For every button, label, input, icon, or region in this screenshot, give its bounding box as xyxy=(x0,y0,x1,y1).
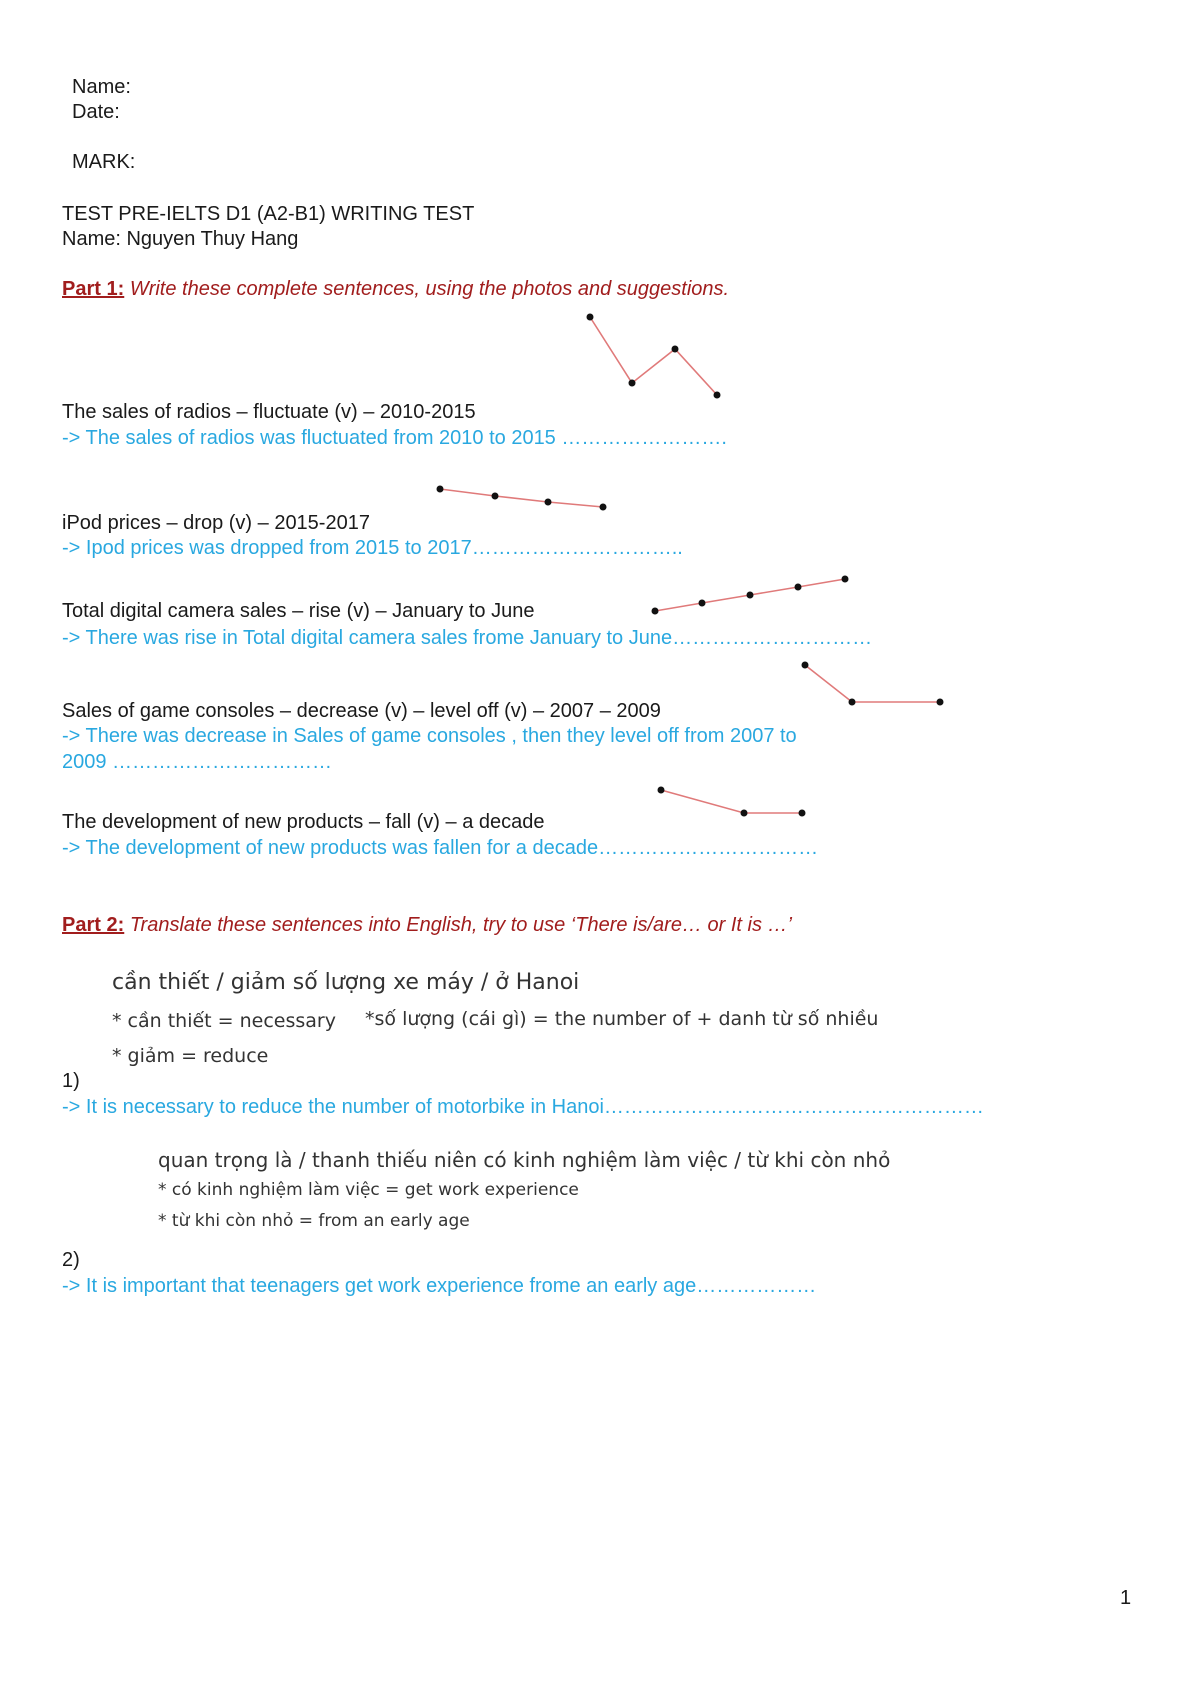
trend-decrease-level-off-graphic xyxy=(800,660,950,710)
q2-hint-early-age: * từ khi còn nhỏ = from an early age xyxy=(158,1211,470,1231)
q1-hint-necessary: * cần thiết = necessary xyxy=(112,1010,336,1032)
q2-answer: -> It is important that teenagers get work experience frome an early age……………… xyxy=(62,1275,817,1297)
trend-point xyxy=(747,592,754,599)
q2-number: 2) xyxy=(62,1249,80,1271)
date-label: Date: xyxy=(72,101,120,123)
trend-fall-graphic xyxy=(655,785,815,820)
trend-point xyxy=(799,810,806,817)
part1-answer-4-line1: -> There was decrease in Sales of game consoles , then they level off from 2007 to xyxy=(62,725,797,747)
q1-cue: cần thiết / giảm số lượng xe máy / ở Hanoi xyxy=(112,970,580,995)
part1-instruction: Write these complete sentences, using the photos and suggestions. xyxy=(129,278,730,300)
q1-number: 1) xyxy=(62,1070,80,1092)
q1-hint-number-of: *số lượng (cái gì) = the number of + danh từ số nhiều xyxy=(365,1008,879,1030)
trend-point xyxy=(937,699,944,706)
trend-drop-graphic xyxy=(435,485,610,515)
trend-line xyxy=(661,790,802,813)
name-label: Name: xyxy=(72,76,131,98)
part1-answer-3: -> There was rise in Total digital camera sales frome January to June………………………… xyxy=(62,627,873,649)
part1-heading xyxy=(62,277,729,301)
trend-point xyxy=(545,499,552,506)
trend-point xyxy=(714,392,721,399)
part1-prompt-4: Sales of game consoles – decrease (v) – level off (v) – 2007 – 2009 xyxy=(62,700,661,722)
trend-point xyxy=(741,810,748,817)
trend-point xyxy=(629,380,636,387)
part1-answer-4-line2: 2009 …………………………… xyxy=(62,751,333,773)
q2-cue: quan trọng là / thanh thiếu niên có kinh nghiệm làm việc / từ khi còn nhỏ xyxy=(158,1148,891,1172)
trend-rise-graphic xyxy=(650,572,850,617)
test-title: TEST PRE-IELTS D1 (A2-B1) WRITING TEST xyxy=(62,203,475,225)
q1-answer: -> It is necessary to reduce the number of motorbike in Hanoi………………………………………………… xyxy=(62,1096,984,1118)
trend-point xyxy=(795,584,802,591)
part1-prompt-2: iPod prices – drop (v) – 2015-2017 xyxy=(62,512,370,534)
trend-point xyxy=(849,699,856,706)
part1-label: Part 1: xyxy=(62,278,125,300)
trend-point xyxy=(842,576,849,583)
q2-hint-work-experience: * có kinh nghiệm làm việc = get work experience xyxy=(158,1180,579,1200)
trend-point xyxy=(672,346,679,353)
trend-fluctuate-graphic xyxy=(585,315,725,400)
part1-prompt-5: The development of new products – fall (v) – a decade xyxy=(62,811,545,833)
trend-point xyxy=(699,600,706,607)
page-number: 1 xyxy=(1120,1587,1132,1609)
trend-point xyxy=(802,662,809,669)
trend-point xyxy=(658,787,665,794)
part2-label: Part 2: xyxy=(62,914,125,936)
trend-line xyxy=(440,489,603,507)
part1-answer-2: -> Ipod prices was dropped from 2015 to 2017………………………….. xyxy=(62,537,683,559)
part2-instruction: Translate these sentences into English, try to use ‘There is/are… or It is …’ xyxy=(129,914,792,936)
trend-point xyxy=(587,314,594,321)
mark-label: MARK: xyxy=(72,151,136,173)
trend-point xyxy=(652,608,659,615)
trend-point xyxy=(437,486,444,493)
trend-line xyxy=(590,317,717,395)
part1-prompt-3: Total digital camera sales – rise (v) – January to June xyxy=(62,600,535,622)
trend-point xyxy=(600,504,607,511)
q1-hint-reduce: * giảm = reduce xyxy=(112,1045,269,1067)
part2-heading xyxy=(62,913,792,937)
part1-answer-1: -> The sales of radios was fluctuated from 2010 to 2015 ……………………. xyxy=(62,427,727,449)
trend-line xyxy=(805,665,940,702)
trend-point xyxy=(492,493,499,500)
part1-answer-5: -> The development of new products was fallen for a decade…………………………… xyxy=(62,837,819,859)
part1-prompt-1: The sales of radios – fluctuate (v) – 2010-2015 xyxy=(62,401,476,423)
student-name: Name: Nguyen Thuy Hang xyxy=(62,228,299,250)
